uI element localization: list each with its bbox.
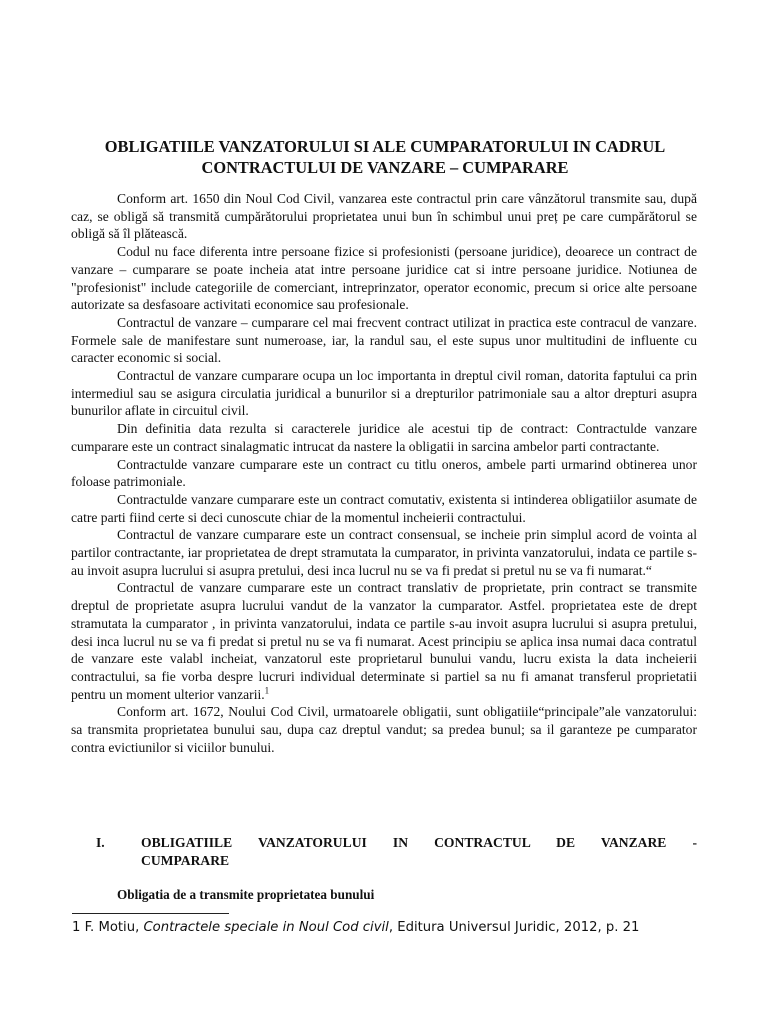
section-title-line-1: OBLIGATIILE VANZATORULUI IN CONTRACTUL DE VANZARE - — [141, 835, 697, 850]
footnote-author: F. Motiu, — [84, 920, 144, 935]
section-heading — [96, 834, 697, 869]
section-title-line-2: CUMPARARE — [141, 852, 230, 868]
paragraph: Codul nu face diferenta intre persoane fizice si profesionisti (persoane juridice), deoarece un contract de vanzare – cumparare se poate incheia atat intre persoane juridice cat si intre persoane juridice. Notiunea de "profesionist" include categoriile de comerciant, intreprinzator, operator economic, precum si orice alte persoane autorizate sa desfasoare activitati economice sau profesionale. — [71, 244, 697, 313]
paragraph: Contractul de vanzare – cumparare cel mai frecvent contract utilizat in practica este contracul de vanzare. Formele sale de manifestare sunt numeroase, iar, la randul sau, el este supus unor multitudini de influente cu caracter economic si social. — [71, 314, 697, 366]
footnote-details: , Editura Universul Juridic, 2012, p. 21 — [388, 920, 640, 935]
footnote — [72, 919, 702, 936]
footnote-separator — [72, 913, 229, 914]
subheading: Obligatia de a transmite proprietatea bunului — [117, 887, 375, 902]
paragraph: Contractulde vanzare cumparare este un contract cu titlu oneros, ambele parti urmarind obtinerea unor foloase patrimoniale. — [71, 456, 697, 490]
paragraph: Din definitia data rezulta si caracterele juridice ale acestui tip de contract: Contractulde vanzare cumparare este un contract sinalagmatic intrucat da nastere la obligatii in sarcina ambelor parti contractante. — [71, 421, 697, 454]
body-text — [71, 190, 697, 757]
paragraph: Contractul de vanzare cumparare ocupa un loc importanta in dreptul civil roman, datorita faptului ca prin intermediul sau se asigura circulatia juridical a bunurilor si a drepturilor patrimoniale sau a altor drepturi asupra bunurilor aflate in circuitul civil. — [71, 368, 697, 419]
footnote-reference[interactable]: 1 — [264, 685, 270, 696]
paragraph-with-footnote — [71, 579, 697, 703]
document-title — [70, 136, 700, 178]
paragraph: Contractul de vanzare cumparare este un contract consensual, se incheie prin simplul acord de vointa al partilor contractante, iar proprietatea de drept stramutata la cumparator, in privinta vanzatorului, indata ce partile s-au invoit asupra lucrului si asupra pretului, desi inca lucrul nu se va fi predat si pretul nu se va fi numarat.“ — [71, 527, 698, 578]
footnote-number: 1 — [72, 920, 81, 935]
paragraph: Contractulde vanzare cumparare este un contract comutativ, existenta si intinderea obligatiilor asumate de catre parti fiind certe si deci cunoscute chiar de la momentul incheierii contractului. — [71, 491, 697, 525]
paragraph-text: Contractul de vanzare cumparare este un contract translativ de proprietate, prin contract se transmite dreptul de proprietate asupra lucrului vandut de la vanzator la cumparator. Astfel. proprietatea este de drept stramutata la cumparator , in privinta vanzatorului, indata ce partile s-au invoit asupra lucrului si asupra pretului, desi inca lucrul nu se va fi predat si pretul nu se va fi numarat. Acest principiu se aplica insa numai daca contratul de vanzare este valabl incheiat, vanzatorul este proprietarul bunului vandu, lucru exista la data incheierii contractului, sa fie vorba despre lucruri individual determinate si partiel sa nu fi amanat transferul proprietatii pentru un moment ulterior vanzarii. — [71, 580, 697, 702]
paragraph: Conform art. 1650 din Noul Cod Civil, vanzarea este contractul prin care vânzătorul transmite sau, după caz, se obligă să transmită cumpărătorului proprietatea unui bun în schimbul unui preț pe care cumpărătorul se obligă să îl plătească. — [71, 191, 697, 242]
title-line-2: CONTRACTULUI DE VANZARE – CUMPARARE — [201, 158, 569, 177]
paragraph: Conform art. 1672, Noului Cod Civil, urmatoarele obligatii, sunt obligatiile“principale”ale vanzatorului: sa transmita proprietatea bunului sau, dupa caz dreptul vandut; sa predea bunul; sa il garanteze pe cumparator contra evictiunilor si viciilor bunului. — [71, 704, 697, 755]
section-number: I. — [96, 835, 105, 850]
footnote-work-title: Contractele speciale in Noul Cod civil — [143, 920, 389, 935]
title-line-1: OBLIGATIILE VANZATORULUI SI ALE CUMPARATORULUI IN CADRUL — [104, 137, 666, 156]
